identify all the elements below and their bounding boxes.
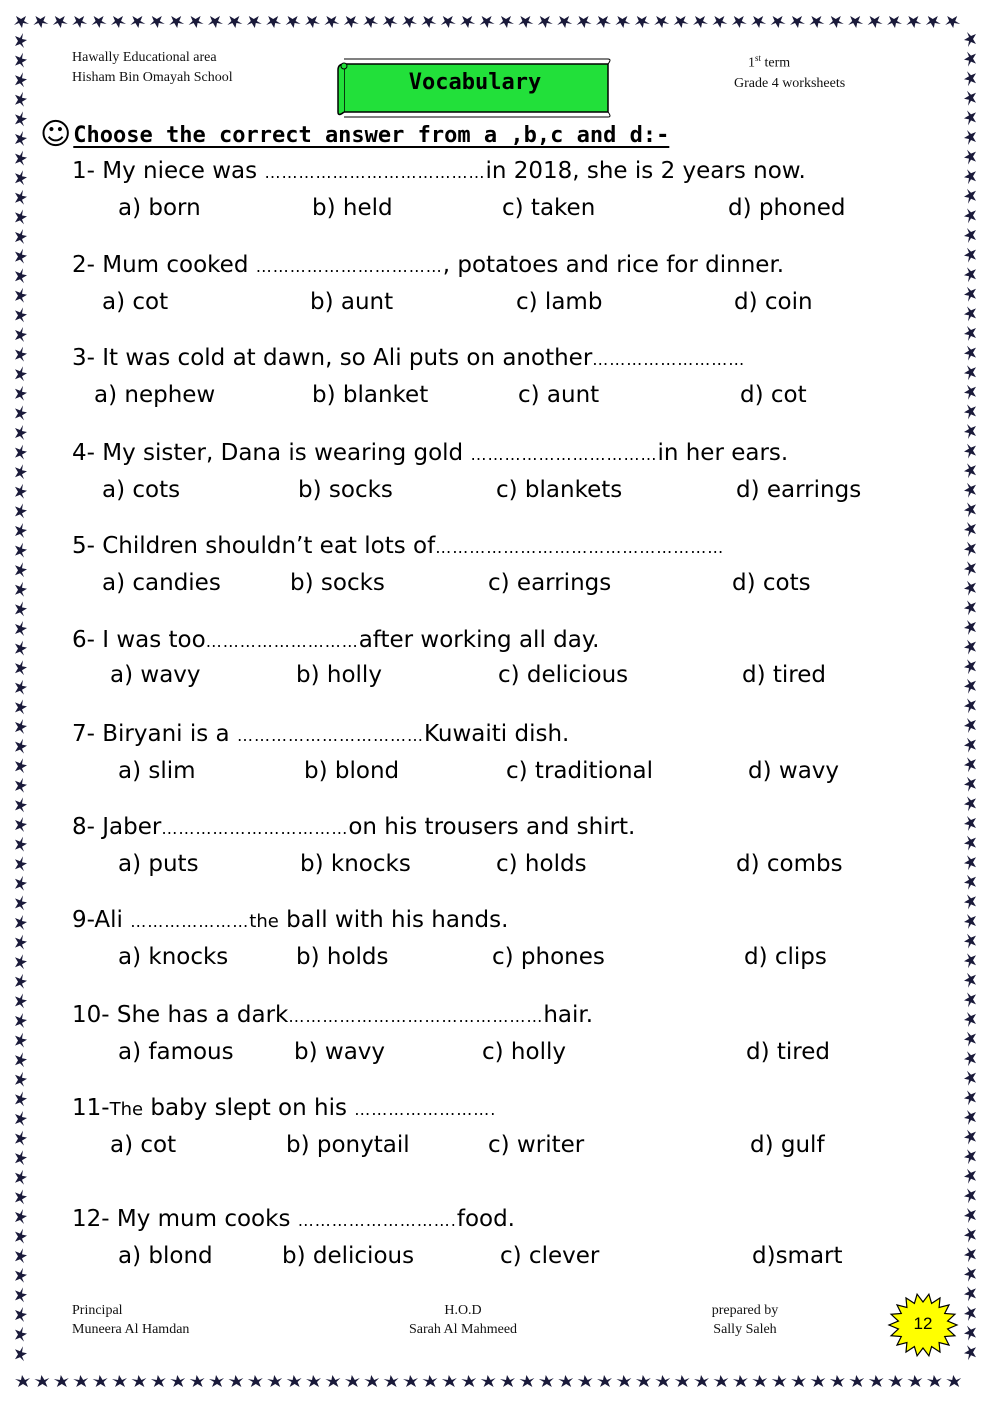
principal-name: Muneera Al Hamdan	[72, 1322, 190, 1337]
option-d[interactable]: d) cots	[732, 570, 811, 596]
option-d[interactable]: d) coin	[734, 289, 813, 315]
question-text: 1- My niece was …………………………………in 2018, she is 2 years now.	[72, 158, 806, 184]
option-c[interactable]: c) holly	[482, 1039, 566, 1065]
question-text: 6- I was too………………………after working all day.	[72, 627, 600, 653]
term-info	[734, 48, 845, 94]
grade: Grade 4 worksheets	[734, 75, 846, 91]
option-b[interactable]: b) blond	[304, 758, 400, 784]
option-a[interactable]: a) candies	[102, 570, 221, 596]
option-b[interactable]: b) ponytail	[286, 1132, 410, 1158]
option-c[interactable]: c) delicious	[498, 662, 629, 688]
option-d[interactable]: d) earrings	[736, 477, 862, 503]
option-b[interactable]: b) holly	[296, 662, 382, 688]
option-d[interactable]: d) tired	[742, 662, 826, 688]
question-text: 8- Jaber……………………………on his trousers and shirt.	[72, 814, 636, 840]
option-a[interactable]: a) born	[118, 195, 201, 221]
option-d[interactable]: d) tired	[746, 1039, 830, 1065]
option-c[interactable]: c) writer	[488, 1132, 585, 1158]
prepared-title: prepared by	[711, 1303, 779, 1318]
smiley-icon: ☺	[40, 117, 72, 152]
option-b[interactable]: b) holds	[296, 944, 389, 970]
option-c[interactable]: c) blankets	[496, 477, 623, 503]
option-b[interactable]: b) wavy	[294, 1039, 386, 1065]
option-b[interactable]: b) blanket	[312, 382, 429, 408]
question-text: 3- It was cold at dawn, so Ali puts on another………………………	[72, 345, 746, 371]
option-d[interactable]: d) gulf	[750, 1132, 825, 1158]
prepared-block	[703, 1301, 787, 1339]
school-info	[72, 48, 233, 88]
page-number: 12	[913, 1314, 933, 1333]
option-d[interactable]: d)smart	[752, 1243, 843, 1269]
question-text: 10- She has a dark………………………………………hair.	[72, 1002, 594, 1028]
option-a[interactable]: a) puts	[118, 851, 199, 877]
option-c[interactable]: c) traditional	[506, 758, 654, 784]
option-a[interactable]: a) cot	[102, 289, 169, 315]
option-a[interactable]: a) nephew	[94, 382, 216, 408]
option-b[interactable]: b) socks	[298, 477, 393, 503]
question-text: 12- My mum cooks ……………………….food.	[72, 1206, 515, 1232]
page-title: Vocabulary	[408, 70, 542, 95]
option-d[interactable]: d) phoned	[728, 195, 846, 221]
option-a[interactable]: a) famous	[118, 1039, 234, 1065]
option-b[interactable]: b) delicious	[282, 1243, 415, 1269]
instruction-text: Choose the correct answer from a ,b,c and d:-	[73, 122, 670, 148]
option-c[interactable]: c) lamb	[516, 289, 603, 315]
option-d[interactable]: d) cot	[740, 382, 807, 408]
option-a[interactable]: a) wavy	[110, 662, 201, 688]
option-a[interactable]: a) cot	[110, 1132, 177, 1158]
instruction	[40, 117, 670, 152]
principal-title: Principal	[72, 1303, 123, 1318]
education-area: Hawally Educational area	[72, 50, 217, 65]
term: 1st term	[748, 53, 791, 71]
option-a[interactable]: a) slim	[118, 758, 196, 784]
question-text: 2- Mum cooked ……………………………, potatoes and rice for dinner.	[72, 252, 785, 278]
option-d[interactable]: d) combs	[736, 851, 843, 877]
school-name: Hisham Bin Omayah School	[72, 70, 233, 85]
question-text: 9-Ali …………………the ball with his hands.	[72, 907, 509, 933]
hod-block	[398, 1301, 528, 1339]
option-b[interactable]: b) knocks	[300, 851, 411, 877]
question-text: 7- Biryani is a ……………………………Kuwaiti dish.	[72, 721, 570, 747]
option-b[interactable]: b) aunt	[310, 289, 394, 315]
option-c[interactable]: c) clever	[500, 1243, 600, 1269]
option-c[interactable]: c) holds	[496, 851, 587, 877]
option-d[interactable]: d) wavy	[748, 758, 840, 784]
option-a[interactable]: a) cots	[102, 477, 181, 503]
option-c[interactable]: c) earrings	[488, 570, 612, 596]
option-d[interactable]: d) clips	[744, 944, 827, 970]
option-c[interactable]: c) taken	[502, 195, 596, 221]
option-c[interactable]: c) phones	[492, 944, 605, 970]
hod-title: H.O.D	[444, 1303, 482, 1318]
hod-name: Sarah Al Mahmeed	[408, 1322, 518, 1337]
option-b[interactable]: b) held	[312, 195, 393, 221]
option-c[interactable]: c) aunt	[518, 382, 600, 408]
option-b[interactable]: b) socks	[290, 570, 385, 596]
option-a[interactable]: a) knocks	[118, 944, 229, 970]
question-text: 4- My sister, Dana is wearing gold ……………………………in her ears.	[72, 440, 789, 466]
question-text: 5- Children shouldn’t eat lots of……………………………………………	[72, 533, 725, 559]
prepared-name: Sally Saleh	[713, 1322, 777, 1337]
principal-block	[72, 1301, 189, 1339]
question-text: 11-The baby slept on his …………………….	[72, 1095, 497, 1121]
option-a[interactable]: a) blond	[118, 1243, 213, 1269]
